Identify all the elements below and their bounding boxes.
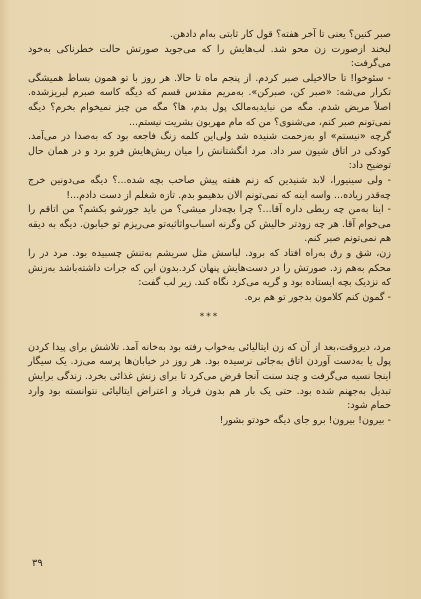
- paragraph: صبر کنین؟ یعنی تا آخر هفته؟ قول کار ثابتی به‌ام دادهن.: [169, 29, 391, 40]
- main-text: [28, 28, 391, 428]
- section-gap: [28, 331, 391, 341]
- paragraph: زن، شق و رق به‌راه افتاد که برود. لباسش مثل سریشم به‌تنش چسبیده بود. مرد در را محکم به‌هم زد. صورتش را در دست‌هایش پنهان کرد.بدون این که جرات داشته‌باشد به‌زنش که نزدیک بچه ایستاده بود و گریه می‌کرد نگاه کند. زیر لب گفت:: [28, 247, 391, 289]
- paragraph: - بیرون! بیرون! برو جای دیگه خودتو بشور!: [219, 414, 391, 426]
- page-number: ۳۹: [32, 558, 43, 569]
- paragraph: گرچه «نیستم» او به‌زحمت شنیده شد ولی‌این کلمه زنگ فاجعه بود که به‌صدا در می‌آمد. کودکی در اتاق شیون سر داد. مرد انگشتانش را میان ریش‌هایش فرو برد و در همان حال توضیح داد:: [28, 131, 391, 172]
- paragraph: - گمون کنم کلامون بدجور تو هم بره.: [244, 291, 391, 303]
- section-separator: ***: [199, 312, 220, 323]
- paragraph: - سئوخوا! تا حالاخیلی صبر کردم. از پنجم ماه تا حالا. هر روز با تو همون بساط همیشگی تکرار می‌شه: «صبر کن، صبرکن». به‌مریم مقدس قسم که دیگه کاسه صبرم لبریزشده. اصلاً مریض شدم. مگه من نبایدبه‌مالک پول بدم، ها؟ مگه من چیز نمیخوام بخرم؟ دیگه نمی‌تونم صبر کنم، می‌شنوی؟ من که مام مهربون بشریت نیستم...: [28, 72, 391, 128]
- paragraph: - اینا به‌من چه ربطی داره آقا...؟ چرا بچه‌دار میشی؟ من باید جورشو بکشم؟ من اتاقم را می‌خوام آقا. هر چه زودتر خالیش کن وگرنه اسباب‌واثاثیه‌تو می‌ریزم تو خیابون. دیگه به دیقه هم نمی‌تونم صبر کنم.: [28, 204, 391, 245]
- paragraph: - ولی سینیورا، لابد شنیدین که زنم هفته پیش صاحب بچه شده...؟ دیگه می‌دونین خرج چه‌قدر زیاده... واسه اینه که نمی‌تونم الان بدهیمو بدم. تازه شغلم از دست دادم...!: [28, 174, 391, 201]
- paragraph: لبخند ازصورت زن محو شد. لب‌هایش را که می‌جوید صورتش حالت خطرناکی به‌خود می‌گرفت:: [28, 43, 391, 70]
- paragraph: مرد، دیروقت،بعد از آن که زن ایتالیائی به‌خواب رفته بود به‌خانه آمد. تلاشش برای پیدا کردن پول یا به‌دست آوردن اتاق به‌جائی نرسیده بود. هر روز در خیابان‌ها پرسه می‌زد. یک سیگار اینجا نسیه می‌گرفت و چند سنت آنجا قرض می‌کرد تا برای زنش غذائی بخرد. زندگی برایش تبدیل به‌جهنم شده بود. حتی یک بار هم بدون فریاد و اعتراض ایتالیائی نتوانسته بود وارد حمام شود:: [28, 341, 391, 412]
